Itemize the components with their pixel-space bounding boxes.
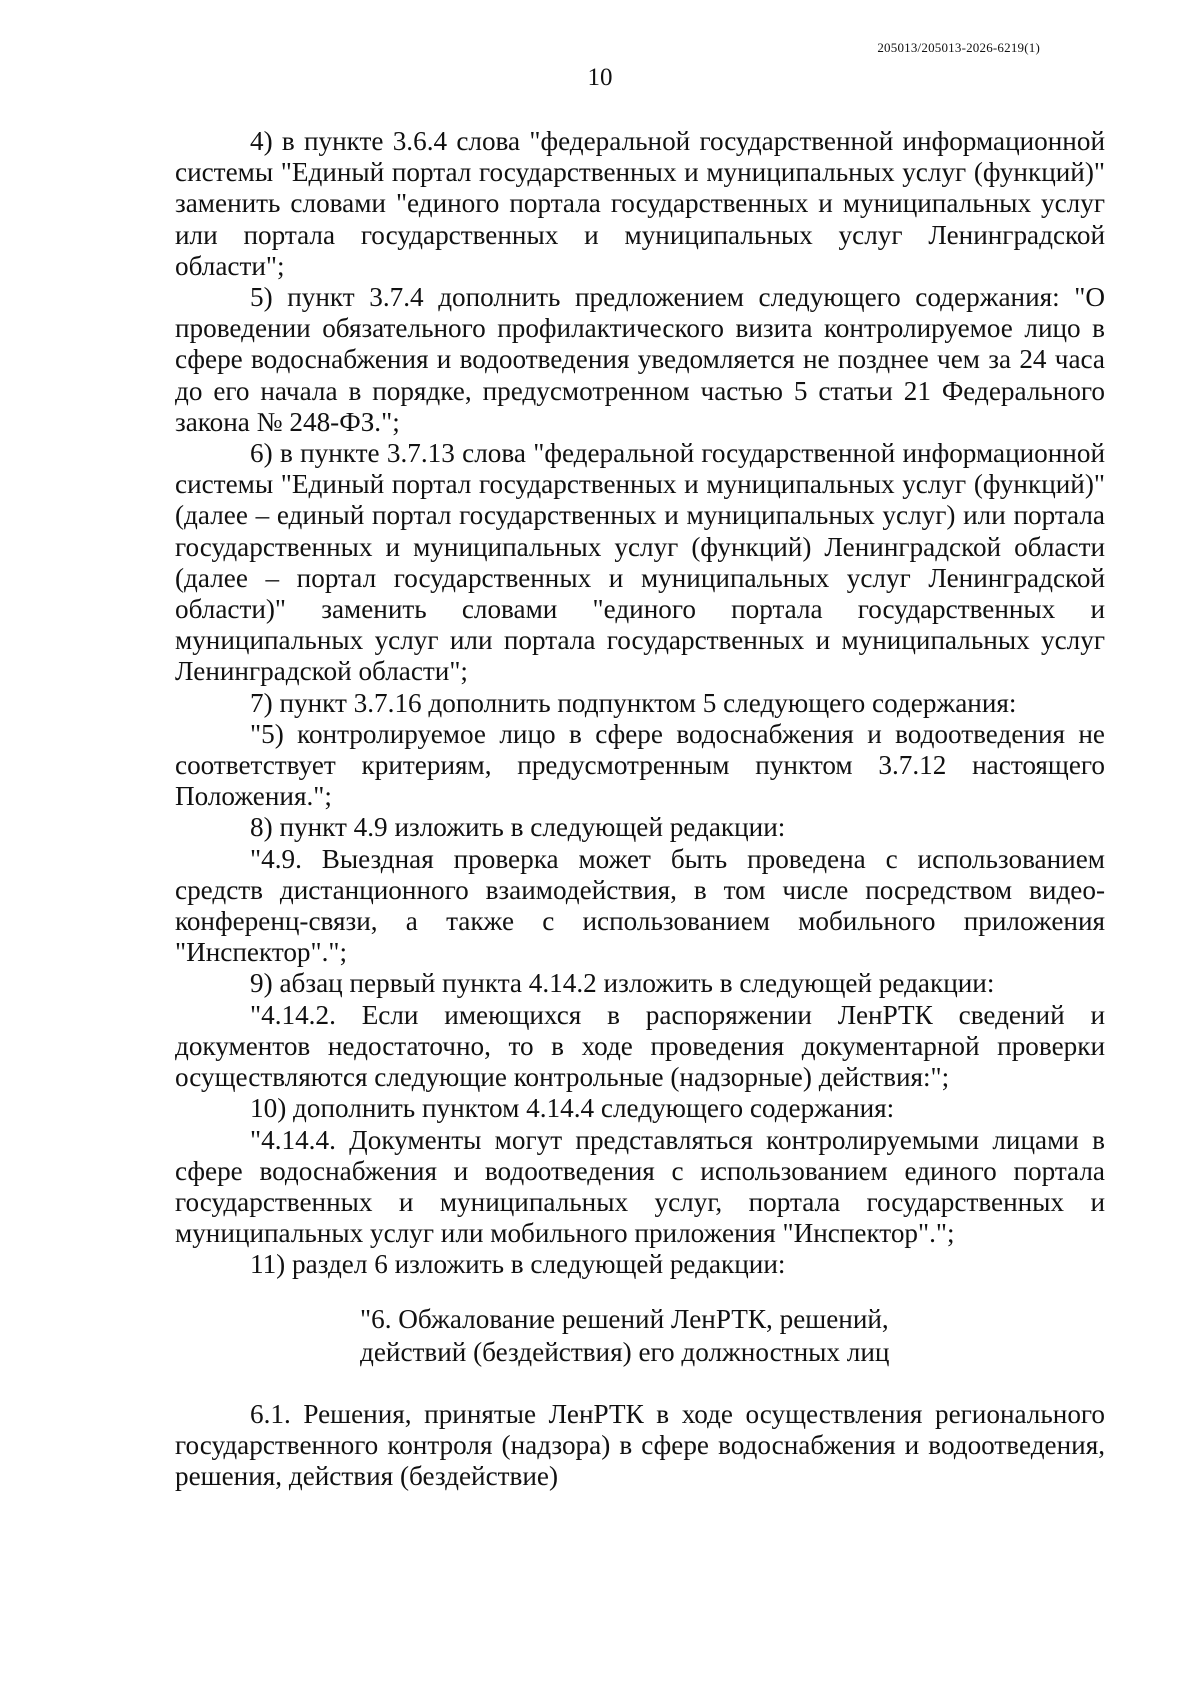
paragraph-item-7: 7) пункт 3.7.16 дополнить подпунктом 5 следующего содержания:: [250, 687, 1017, 718]
paragraph-quote-3-7-16: "5) контролируемое лицо в сфере водоснабжения и водоотведения не соответствует критериям, предусмотренным пунктом 3.7.12 настоящего Положения.";: [175, 718, 1105, 812]
paragraph-6-1: 6.1. Решения, принятые ЛенРТК в ходе осуществления регионального государственного контроля (надзора) в сфере водоснабжения и водоотведения, решения, действия (бездействие): [175, 1398, 1105, 1491]
paragraph-item-11: 11) раздел 6 изложить в следующей редакции:: [250, 1249, 786, 1280]
document-id: 205013/205013-2026-6219(1): [877, 40, 1040, 55]
document-body: [175, 126, 1105, 1492]
paragraph-item-10: 10) дополнить пунктом 4.14.4 следующего содержания:: [250, 1093, 895, 1124]
paragraph-item-5: 5) пункт 3.7.4 дополнить предложением следующего содержания: "О проведении обязательного профилактического визита контролируемое лицо в сфере водоснабжения и водоотведения уведомляется не позднее чем за 24 часа до его начала в порядке, предусмотренном частью 5 статьи 21 Федерального закона № 248-ФЗ.";: [175, 282, 1105, 437]
section-heading-line2: действий (бездействия) его должностных лиц: [360, 1336, 890, 1367]
paragraph-item-6: 6) в пункте 3.7.13 слова "федеральной государственной информационной системы "Единый портал государственных и муниципальных услуг (функций)" (далее – единый портал государственных и муниципальных услуг) или портала государственных и муниципальных услуг (функций) Ленинградской области (далее – портал государственных и муниципальных услуг Ленинградской области)" заменить словами "единого портала государственных и муниципальных услуг или портала государственных и муниципальных услуг Ленинградской области";: [175, 438, 1105, 687]
paragraph-quote-4-14-4: "4.14.4. Документы могут представляться контролируемыми лицами в сфере водоснабжения и водоотведения с использованием единого портала государственных и муниципальных услуг, портала государственных и муниципальных услуг или мобильного приложения "Инспектор".";: [175, 1124, 1105, 1249]
section-heading: [175, 1303, 1105, 1369]
section-heading-line1: "6. Обжалование решений ЛенРТК, решений,: [360, 1303, 889, 1334]
paragraph-item-4: 4) в пункте 3.6.4 слова "федеральной государственной информационной системы "Единый портал государственных и муниципальных услуг (функций)" заменить словами "единого портала государственных и муниципальных услуг или портала государственных и муниципальных услуг Ленинградской области";: [175, 126, 1105, 281]
paragraph-quote-4-9: "4.9. Выездная проверка может быть проведена с использованием средств дистанционного взаимодействия, в том числе посредством видео-конференц-связи, а также с использованием мобильного приложения "Инспектор".";: [175, 843, 1105, 968]
paragraph-item-8: 8) пункт 4.9 изложить в следующей редакции:: [250, 812, 786, 843]
paragraph-item-9: 9) абзац первый пункта 4.14.2 изложить в следующей редакции:: [250, 968, 995, 999]
paragraph-quote-4-14-2: "4.14.2. Если имеющихся в распоряжении ЛенРТК сведений и документов недостаточно, то в ходе проведения документарной проверки осуществляются следующие контрольные (надзорные) действия:";: [175, 999, 1105, 1093]
page-number: 10: [587, 64, 613, 91]
